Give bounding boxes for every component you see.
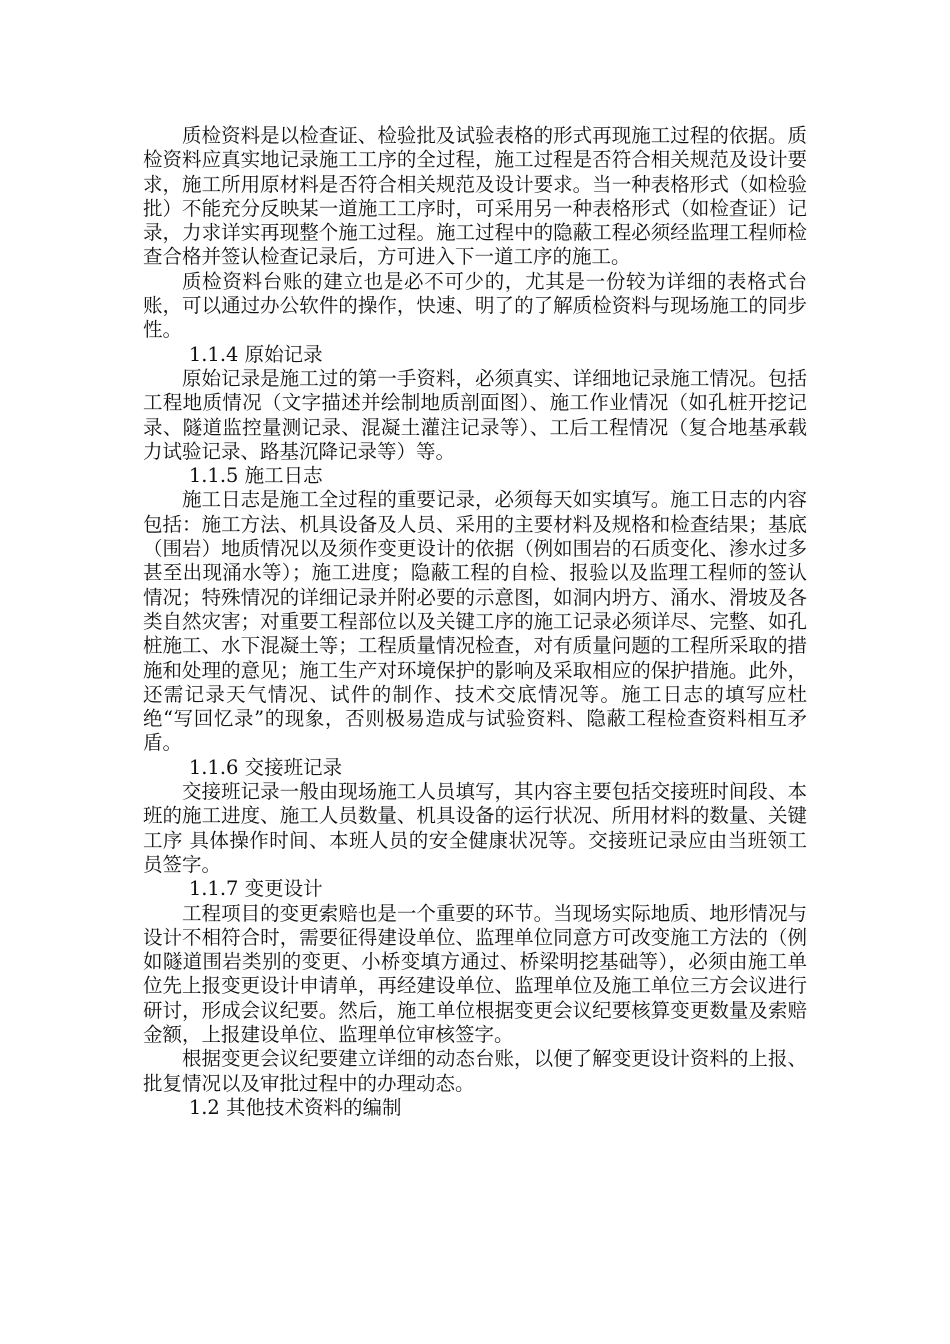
paragraph-quality-docs: 质检资料是以检查证、检验批及试验表格的形式再现施工过程的依据。质检资料应真实地记录施工工序的全过程，施工过程是否符合相关规范及设计要求，施工所用原材料是否符合相关规范及设计要求。当一种表格形式（如检验批）不能充分反映某一道施工工序时，可采用另一种表格形式（如检查证）记录，力求详实再现整个施工过程。施工过程中的隐蔽工程必须经监理工程师检查合格并签认检查记录后，方可进入下一道工序的施工。 xyxy=(143,124,807,269)
section-heading-1-1-6: 1.1.6 交接班记录 xyxy=(188,755,343,779)
paragraph-construction-log: 施工日志是施工全过程的重要记录，必须每天如实填写。施工日志的内容包括：施工方法、机具设备及人员、采用的主要材料及规格和检查结果；基底（围岩）地质情况以及须作变更设计的依据（例如围岩的石质变化、渗水过多甚至出现涌水等）；施工进度；隐蔽工程的自检、报验以及监理工程师的签认情况；特殊情况的详细记录并附必要的示意图，如洞内坍方、涌水、滑坡及各类自然灾害；对重要工程部位以及关键工序的施工记录必须详尽、完整、如孔桩施工、水下混凝土等；工程质量情况检查，对有质量问题的工程所采取的措施和处理的意见；施工生产对环境保护的影响及采取相应的保护措施。此外，还需记录天气情况、试件的制作、技术交底情况等。施工日志的填写应杜绝“写回忆录”的现象，否则极易造成与试验资料、隐蔽工程检查资料相互矛盾。 xyxy=(143,488,807,755)
paragraph-original-records: 原始记录是施工过的第一手资料，必须真实、详细地记录施工情况。包括工程地质情况（文字描述并绘制地质剖面图）、施工作业情况（如孔桩开挖记录、隧道监控量测记录、混凝土灌注记录等）、工后工程情况（复合地基承载力试验记录、路基沉降记录等）等。 xyxy=(143,366,807,463)
paragraph-shift-handover: 交接班记录一般由现场施工人员填写，其内容主要包括交接班时间段、本班的施工进度、施工人员数量、机具设备的运行状况、所用材料的数量、关键工序 具体操作时间、本班人员的安全健康状况等。交接班记录应由当班领工员签字。 xyxy=(143,780,807,876)
section-heading-1-1-4: 1.1.4 原始记录 xyxy=(188,342,323,366)
paragraph-design-change: 工程项目的变更索赔也是一个重要的环节。当现场实际地质、地形情况与设计不相符合时，需要征得建设单位、监理单位同意方可改变施工方法的（例如隧道围岩类别的变更、小桥变填方通过、桥梁明挖基础等），必须由施工单位先上报变更设计申请单，再经建设单位、监理单位及施工单位三方会议进行研讨，形成会议纪要。然后，施工单位根据变更会议纪要核算变更数量及索赔金额，上报建设单位、监理单位审核签字。 xyxy=(143,901,807,1046)
paragraph-quality-ledger: 质检资料台账的建立也是必不可少的，尤其是一份较为详细的表格式台账，可以通过办公软件的操作，快速、明了的了解质检资料与现场施工的同步性。 xyxy=(143,269,807,342)
section-heading-1-2: 1.2 其他技术资料的编制 xyxy=(188,1095,402,1119)
section-heading-1-1-5: 1.1.5 施工日志 xyxy=(188,464,323,488)
paragraph-change-ledger: 根据变更会议纪要建立详细的动态台账，以便了解变更设计资料的上报、批复情况以及审批过程中的办理动态。 xyxy=(143,1047,807,1095)
document-body xyxy=(143,124,807,1120)
section-heading-1-1-7: 1.1.7 变更设计 xyxy=(188,877,323,901)
